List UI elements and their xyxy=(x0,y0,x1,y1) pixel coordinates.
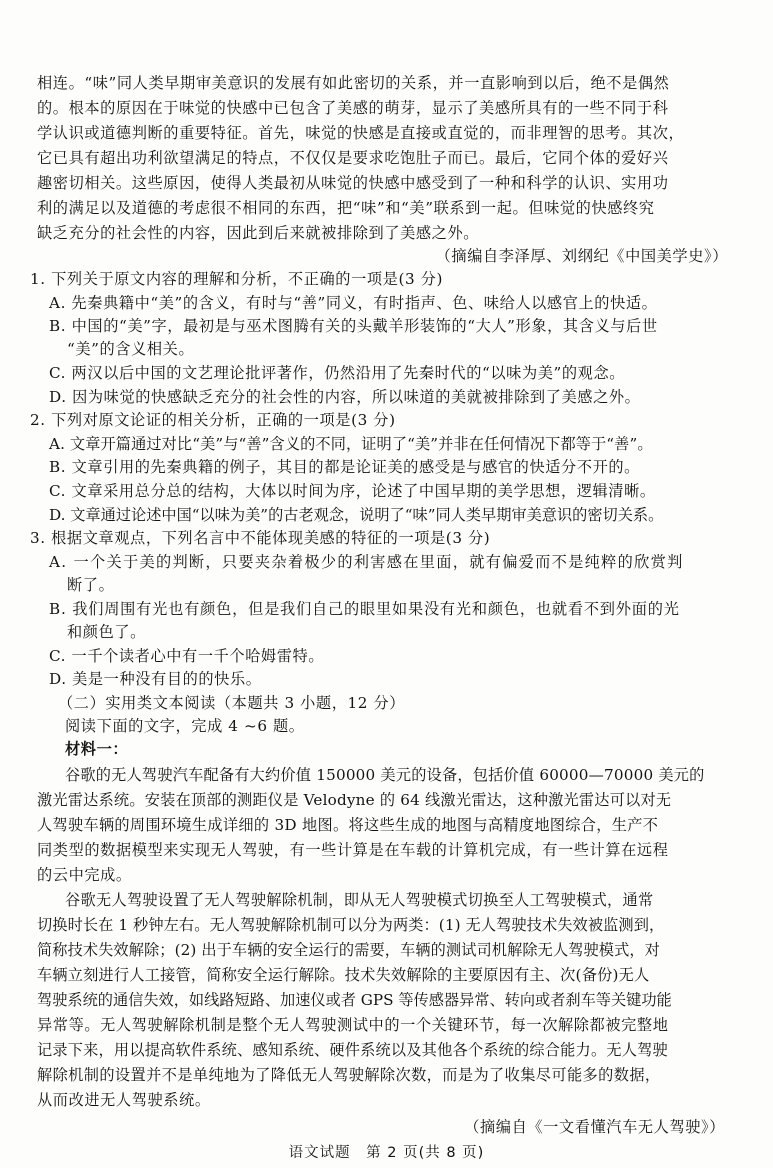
page-footer: 语文试题 第 2 页(共 8 页) xyxy=(288,1145,485,1161)
material-paragraph-line: 记录下来，用以提高软件系统、感知系统、硬件系统以及其他各个系统的综合能力。无人驾驶 xyxy=(37,1041,668,1059)
passage1-line: 的。根本的原因在于味觉的快感中已包含了美感的萌芽，显示了美感所具有的一些不同于科 xyxy=(37,99,669,117)
question-1-option-c: C. 两汉以后中国的文艺理论批评著作，仍然沿用了先秦时代的“以味为美”的观念。 xyxy=(49,364,626,382)
material-paragraph-line: 的云中完成。 xyxy=(37,866,132,884)
question-2-option-a: A. 文章开篇通过对比“美”与“善”含义的不同，证明了“美”并非在任何情况下都等于“善”。 xyxy=(49,435,653,453)
material-paragraph-line: 从而改进无人驾驶系统。 xyxy=(37,1091,211,1109)
material-label: 材料一： xyxy=(65,740,129,758)
material-paragraph-line: 谷歌无人驾驶设置了无人驾驶解除机制，即从无人驾驶模式切换至人工驾驶模式，通常 xyxy=(65,891,654,909)
material-paragraph-line: 异常等。无人驾驶解除机制是整个无人驾驶测试中的一个关键环节，每一次解除都被完整地 xyxy=(37,1016,669,1034)
passage1-line: 缺乏充分的社会性的内容，因此到后来就被排除到了美感之外。 xyxy=(37,224,480,242)
question-1-option-d: D. 因为味觉的快感缺乏充分的社会性的内容，所以味道的美就被排除到了美感之外。 xyxy=(49,388,641,406)
material-paragraph-line: 切换时长在 1 秒钟左右。无人驾驶解除机制可以分为两类：(1) 无人驾驶技术失效被监测到， xyxy=(37,916,665,934)
material-paragraph-line: 激光雷达系统。安装在顶部的测距仪是 Velodyne 的 64 线激光雷达，这种激光雷达可以对无 xyxy=(37,791,672,809)
material-paragraph-line: 解除机制的设置并不是单纯地为了降低无人驾驶解除次数，而是为了收集尽可能多的数据， xyxy=(37,1066,661,1084)
question-1-option-b-cont: “美”的含义相关。 xyxy=(67,340,195,358)
question-1-stem: 1. 下列关于原文内容的理解和分析，不正确的一项是(3 分) xyxy=(30,270,443,288)
question-2-stem: 2. 下列对原文论证的相关分析，正确的一项是(3 分) xyxy=(30,411,396,429)
section-instruction: 阅读下面的文字，完成 4 ~6 题。 xyxy=(65,717,305,735)
question-3-option-b: B. 我们周围有光也有颜色，但是我们自己的眼里如果没有光和颜色，也就看不到外面的光 xyxy=(49,600,680,618)
material-paragraph-line: 车辆立刻进行人工接管，简称安全运行解除。技术失效解除的主要原因有主、次(备份)无人 xyxy=(37,966,650,984)
question-3-option-a: A. 一个关于美的判断，只要夹杂着极少的利害感在里面，就有偏爱而不是纯粹的欣赏判 xyxy=(49,553,684,571)
question-1-option-b: B. 中国的“美”字，最初是与巫术图腾有关的头戴羊形装饰的“大人”形象，其含义与后世 xyxy=(49,317,658,335)
material-paragraph-line: 人驾驶车辆的周围环境生成详细的 3D 地图。将这些生成的地图与高精度地图综合，生产不 xyxy=(37,816,659,834)
question-3-option-d: D. 美是一种没有目的的快乐。 xyxy=(49,670,262,688)
passage1-line: 利的满足以及道德的考虑很不相同的东西，把“味”和“美”联系到一起。但味觉的快感终究 xyxy=(37,199,655,217)
section-title: （二）实用类文本阅读（本题共 3 小题，12 分） xyxy=(58,694,406,712)
question-2-option-c: C. 文章采用总分总的结构，大体以时间为序，论述了中国早期的美学思想，逻辑清晰。 xyxy=(49,482,656,500)
passage1-line: 相连。“味”同人类早期审美意识的发展有如此密切的关系，并一直影响到以后，绝不是偶然 xyxy=(37,74,670,92)
source-citation: （摘编自李泽厚、刘纲纪《中国美学史》） xyxy=(435,247,728,265)
question-1-option-a: A. 先秦典籍中“美”的含义，有时与“善”同义，有时指声、色、味给人以感官上的快适。 xyxy=(49,294,658,312)
question-3-option-a-cont: 断了。 xyxy=(67,576,115,594)
material-paragraph-line: 同类型的数据模型来实现无人驾驶，有一些计算是在车载的计算机完成，有一些计算在远程 xyxy=(37,841,669,859)
question-2-option-b: B. 文章引用的先秦典籍的例子，其目的都是论证美的感受是与感官的快适分不开的。 xyxy=(49,458,640,476)
question-3-option-b-cont: 和颜色了。 xyxy=(67,623,146,641)
passage1-line: 学认识或道德判断的重要特征。首先，味觉的快感是直接或直觉的，而非理智的思考。其次， xyxy=(37,124,685,142)
passage1-line: 趣密切相关。这些原因，使得人类最初从味觉的快感中感受到了一种和科学的认识、实用功 xyxy=(37,174,669,192)
passage1-line: 它已具有超出功利欲望满足的特点，不仅仅是要求吃饱肚子而已。最后，它同个体的爱好兴 xyxy=(37,149,669,167)
material-paragraph-line: 驾驶系统的通信失效，如线路短路、加速仪或者 GPS 等传感器异常、转向或者刹车等关键功能 xyxy=(37,991,672,1009)
source-citation: （摘编自《一文看懂汽车无人驾驶》） xyxy=(464,1118,725,1136)
question-3-option-c: C. 一千个读者心中有一千个哈姆雷特。 xyxy=(49,647,325,665)
question-3-stem: 3. 根据文章观点，下列名言中不能体现美感的特征的一项是(3 分) xyxy=(30,529,491,547)
material-paragraph-line: 谷歌的无人驾驶汽车配备有大约价值 150000 美元的设备，包括价值 60000—70000 美元的 xyxy=(65,766,705,784)
material-paragraph-line: 简称技术失效解除；(2) 出于车辆的安全运行的需要，车辆的测试司机解除无人驾驶模式，对 xyxy=(37,941,660,959)
question-2-option-d: D. 文章通过论述中国“以味为美”的古老观念，说明了“味”同人类早期审美意识的密切关系。 xyxy=(49,506,664,524)
